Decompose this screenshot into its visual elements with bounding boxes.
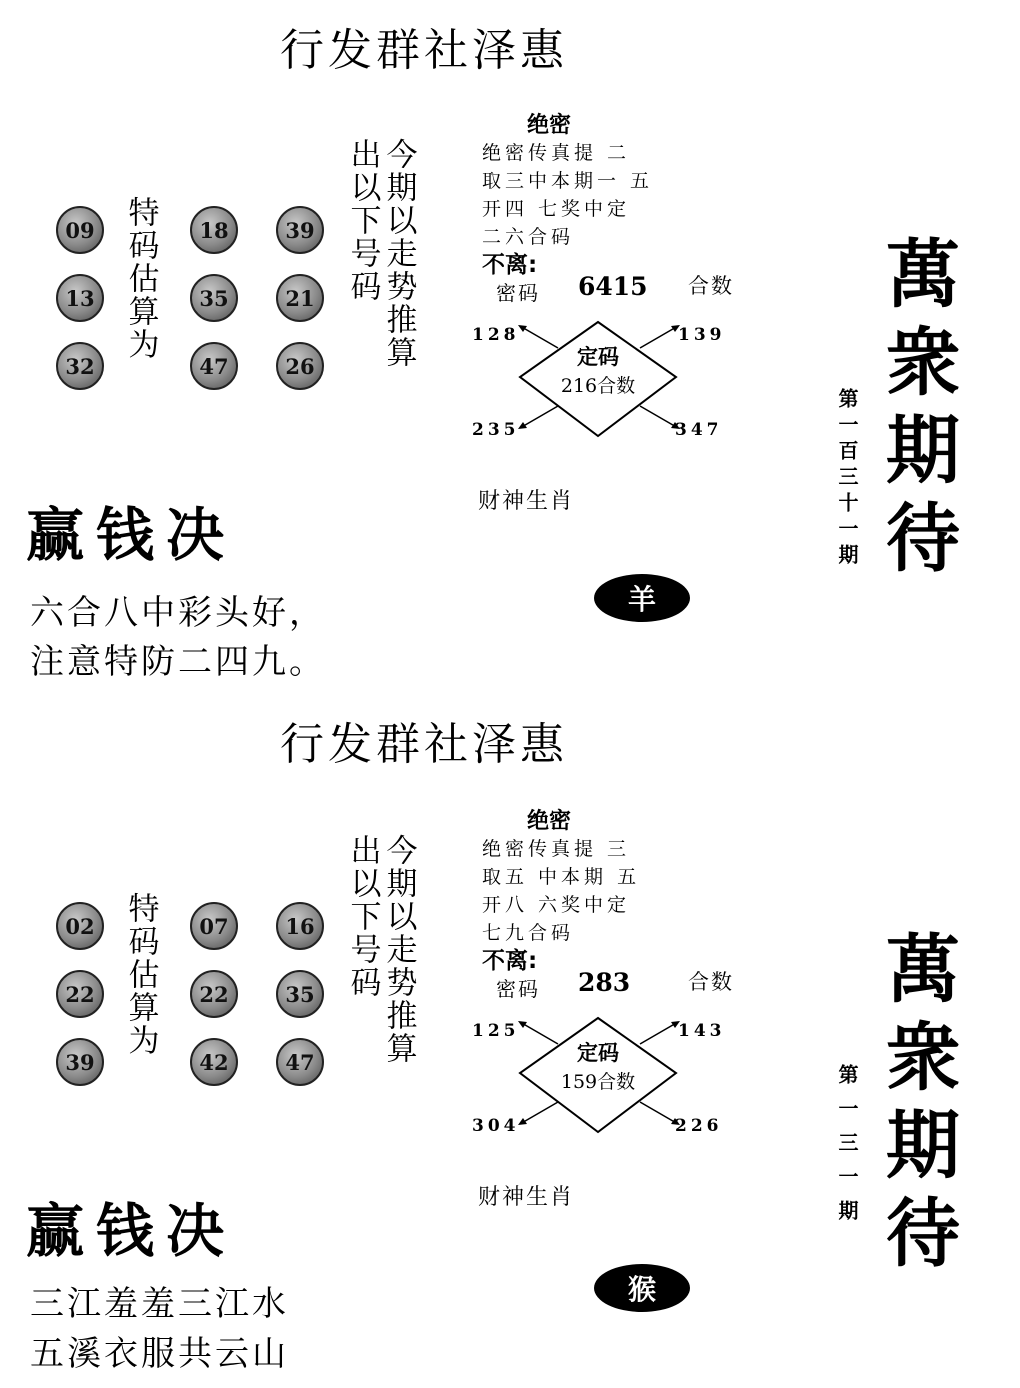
issue-number: 第一三一期 [835,1064,859,1234]
diamond-value: 159合数 [560,1071,636,1093]
headline: 行发群社泽惠 [280,25,568,76]
mima-label: 密码 [496,977,540,1001]
number-ball: 21 [276,274,324,322]
ding-ma-diagram [460,996,760,1146]
arrow-top-right [640,1022,678,1044]
caishen-label: 财神生肖 [478,1185,575,1210]
secret-line: 开八 六奖中定 [482,894,631,916]
arrow-bottom-right [640,1102,678,1124]
diamond-bottom-right: 347 [675,420,723,440]
diamond-top-right: 143 [678,1021,726,1041]
poem-line: 三江羞羞三江水 [30,1284,289,1324]
intro-column-2: 出以下号码 [344,834,381,999]
ding-ma-diagram [460,300,760,450]
zodiac-badge: 猴 [594,1264,690,1312]
yqj-title: 赢钱决 [26,501,237,569]
poem-line: 五溪衣服共云山 [30,1334,289,1374]
number-ball: 35 [276,970,324,1018]
ball-grid [50,200,350,400]
number-ball: 02 [56,902,104,950]
secret-line: 绝密传真提 三 [482,838,631,860]
mima-value: 6415 [578,272,648,301]
number-ball: 47 [276,1038,324,1086]
caishen-label: 财神生肖 [478,489,575,514]
secret-title: 绝密 [527,809,572,834]
diamond-label: 定码 [577,345,619,369]
diamond-value: 216合数 [560,375,636,397]
intro-column-1: 今期以走势推算 [380,138,417,369]
zodiac-badge: 羊 [594,574,690,622]
number-ball: 39 [56,1038,104,1086]
number-ball: 16 [276,902,324,950]
issue-number: 第一百三十一期 [835,388,859,570]
number-ball: 07 [190,902,238,950]
arrow-bottom-left [520,1102,558,1124]
buli-label: 不离: [482,252,538,278]
te-ma-label: 特码估算为 [122,196,159,361]
lottery-sheet-bottom [0,694,1020,1388]
arrow-top-left [520,326,558,348]
arrow-top-right [640,326,678,348]
buli-label: 不离: [482,948,538,974]
secret-line: 七九合码 [482,922,575,944]
number-ball: 18 [190,206,238,254]
ball-grid [50,896,350,1096]
poem-line: 注意特防二四九。 [30,642,326,682]
secret-line: 绝密传真提 二 [482,142,631,164]
secret-line: 二六合码 [482,226,575,248]
diamond-top-left: 125 [472,1021,520,1041]
heshu-label: 合数 [688,970,734,994]
wanzhong-calligraphy: 萬衆期待 [874,930,960,1282]
yqj-title: 赢钱决 [26,1197,237,1265]
te-ma-label: 特码估算为 [122,892,159,1057]
arrow-bottom-right [640,406,678,428]
number-ball: 09 [56,206,104,254]
number-ball: 42 [190,1038,238,1086]
secret-line: 开四 七奖中定 [482,198,631,220]
number-ball: 22 [56,970,104,1018]
number-ball: 26 [276,342,324,390]
secret-block [482,804,762,947]
diamond-bottom-left: 304 [472,1116,520,1136]
wanzhong-calligraphy: 萬衆期待 [874,235,960,587]
headline: 行发群社泽惠 [280,719,568,770]
diamond-bottom-left: 235 [472,420,520,440]
secret-title: 绝密 [527,113,572,138]
diamond-label: 定码 [577,1041,619,1065]
heshu-label: 合数 [688,274,734,298]
arrow-bottom-left [520,406,558,428]
intro-column-2: 出以下号码 [344,138,381,303]
diamond-top-left: 128 [472,325,520,345]
diamond-bottom-right: 226 [675,1116,723,1136]
number-ball: 47 [190,342,238,390]
number-ball: 13 [56,274,104,322]
number-ball: 32 [56,342,104,390]
number-ball: 35 [190,274,238,322]
secret-block [482,108,762,251]
arrow-top-left [520,1022,558,1044]
secret-line: 取五 中本期 五 [482,866,641,888]
mima-value: 283 [578,968,631,997]
intro-column-1: 今期以走势推算 [380,834,417,1065]
number-ball: 39 [276,206,324,254]
mima-label: 密码 [496,281,540,305]
secret-line: 取三中本期一 五 [482,170,654,192]
poem-line: 六合八中彩头好， [30,593,326,633]
number-ball: 22 [190,970,238,1018]
diamond-top-right: 139 [678,325,726,345]
